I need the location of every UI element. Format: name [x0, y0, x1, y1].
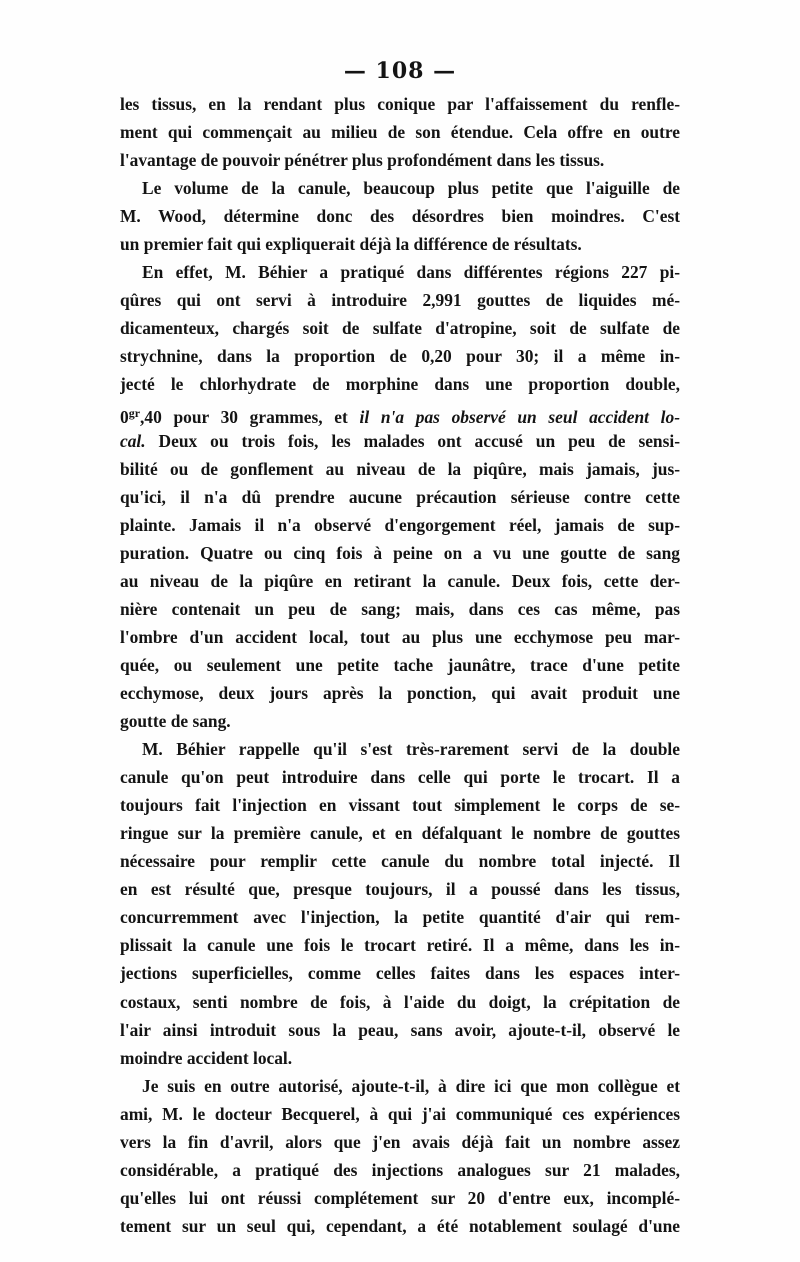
- line-text: qûres qui ont servi à introduire 2,991 gouttes de liquides mé-: [120, 290, 680, 311]
- text-line: [120, 1156, 680, 1184]
- line-text: les tissus, en la rendant plus conique par l'affaissement du renfle-: [120, 94, 680, 114]
- text-line: [120, 342, 680, 370]
- line-text: plainte. Jamais il n'a observé d'engorgement réel, jamais de sup-: [120, 514, 680, 535]
- text-line: [120, 707, 680, 735]
- line-text: l'avantage de pouvoir pénétrer plus profondément dans les tissus.: [120, 150, 605, 171]
- body-text: [120, 90, 680, 1240]
- line-text: Le volume de la canule, beaucoup plus petite que l'aiguille de: [142, 178, 680, 199]
- text-line: [120, 427, 680, 455]
- line-text: quée, ou seulement une petite tache jaunâtre, trace d'une petite: [120, 654, 680, 675]
- text-line: [120, 735, 680, 763]
- line-text: canule qu'on peut introduire dans celle qui porte le trocart. Il a: [120, 767, 680, 788]
- line-text: qu'elles lui ont réussi complétement sur 20 d'entre eux, incomplé-: [120, 1187, 680, 1208]
- line-text: M. Béhier rappelle qu'il s'est très-rarement servi de la double: [142, 739, 680, 760]
- line-text: Je suis en outre autorisé, ajoute-t-il, à dire ici que mon collègue et: [142, 1075, 680, 1096]
- line-text: nière contenait un peu de sang; mais, dans ces cas même, pas: [120, 598, 680, 619]
- unit-superscript: gr: [128, 405, 141, 420]
- line-text: l'ombre d'un accident local, tout au plus une ecchymose peu mar-: [120, 626, 680, 647]
- text-line: [120, 791, 680, 819]
- line-text: ami, M. le docteur Becquerel, à qui j'ai communiqué ces expériences: [120, 1103, 680, 1124]
- text-line: [120, 847, 680, 875]
- text-line: [120, 539, 680, 567]
- text-line: [120, 258, 680, 286]
- text-line: [120, 286, 680, 314]
- text-line: [120, 455, 680, 483]
- line-text: ringue sur la première canule, et en défalquant le nombre de gouttes: [120, 823, 680, 844]
- line-text: 0: [120, 406, 129, 427]
- text-line: [120, 370, 680, 398]
- line-text: jecté le chlorhydrate de morphine dans une proportion double,: [120, 374, 680, 395]
- line-text: plissait la canule une fois le trocart retiré. Il a même, dans les in-: [120, 935, 680, 956]
- text-line: [120, 903, 680, 931]
- line-text: l'air ainsi introduit sous la peau, sans avoir, ajoute-t-il, observé le: [120, 1019, 680, 1040]
- line-text: En effet, M. Béhier a pratiqué dans différentes régions 227 pi-: [142, 262, 680, 283]
- line-text: moindre accident local.: [120, 1047, 293, 1068]
- line-text: jections superficielles, comme celles faites dans les espaces inter-: [120, 963, 680, 984]
- text-line: [120, 399, 680, 427]
- text-line: [120, 314, 680, 342]
- line-text: un premier fait qui expliquerait déjà la différence de résultats.: [120, 234, 582, 255]
- italic-text: il n'a pas observé un seul accident lo-: [359, 406, 680, 427]
- line-text: en est résulté que, presque toujours, il a poussé dans les tissus,: [120, 879, 680, 900]
- text-line: [120, 931, 680, 959]
- text-line: [120, 875, 680, 903]
- text-line: [120, 1184, 680, 1212]
- line-text: vers la fin d'avril, alors que j'en avais déjà fait un nombre assez: [120, 1131, 680, 1152]
- line-text: tement sur un seul qui, cependant, a été notablement soulagé d'une: [120, 1215, 680, 1236]
- text-line: [120, 651, 680, 679]
- line-text: nécessaire pour remplir cette canule du nombre total injecté. Il: [120, 851, 680, 872]
- text-line: [120, 230, 680, 258]
- text-line: [120, 679, 680, 707]
- text-line: [120, 1100, 680, 1128]
- line-text: goutte de sang.: [120, 711, 231, 732]
- line-text: considérable, a pratiqué des injections analogues sur 21 malades,: [120, 1159, 680, 1180]
- text-line: [120, 595, 680, 623]
- line-text: ecchymose, deux jours après la ponction, qui avait produit une: [120, 682, 680, 703]
- page-number: — 108 —: [343, 58, 457, 84]
- paragraph: [120, 735, 680, 1072]
- text-line: [120, 511, 680, 539]
- text-line: [120, 1044, 680, 1072]
- paragraph: [120, 90, 680, 174]
- paragraph: [120, 258, 680, 735]
- text-line: [120, 763, 680, 791]
- text-line: [120, 202, 680, 230]
- text-line: [120, 1072, 680, 1100]
- text-line: [120, 483, 680, 511]
- line-text: concurremment avec l'injection, la petite quantité d'air qui rem-: [120, 907, 680, 928]
- line-text: au niveau de la piqûre en retirant la canule. Deux fois, cette der-: [120, 570, 680, 591]
- text-line: [120, 146, 680, 174]
- text-line: [120, 174, 680, 202]
- line-text: bilité ou de gonflement au niveau de la piqûre, mais jamais, jus-: [120, 458, 680, 479]
- line-text: strychnine, dans la proportion de 0,20 pour 30; il a même in-: [120, 346, 680, 367]
- line-text: dicamenteux, chargés soit de sulfate d'atropine, soit de sulfate de: [120, 318, 680, 339]
- line-text: puration. Quatre ou cinq fois à peine on a vu une goutte de sang: [120, 542, 680, 563]
- line-text: costaux, senti nombre de fois, à l'aide du doigt, la crépitation de: [120, 991, 680, 1012]
- text-line: [120, 819, 680, 847]
- line-text: Deux ou trois fois, les malades ont accusé un peu de sensi-: [145, 430, 680, 451]
- paragraph: [120, 174, 680, 258]
- line-text: ment qui commençait au milieu de son étendue. Cela offre en outre: [120, 122, 680, 143]
- text-line: [120, 1128, 680, 1156]
- text-line: [120, 959, 680, 987]
- paragraph: [120, 1072, 680, 1240]
- line-text: qu'ici, il n'a dû prendre aucune précaution sérieuse contre cette: [120, 486, 680, 507]
- italic-text: cal.: [120, 430, 146, 451]
- line-text: M. Wood, détermine donc des désordres bien moindres. C'est: [120, 206, 680, 227]
- text-line: [120, 567, 680, 595]
- text-line: [120, 988, 680, 1016]
- text-line: [120, 1212, 680, 1240]
- text-line: [120, 118, 680, 146]
- text-line: [120, 623, 680, 651]
- line-text: toujours fait l'injection en vissant tout simplement le corps de se-: [120, 795, 680, 816]
- line-text: ,40 pour 30 grammes, et: [140, 406, 360, 427]
- text-line: [120, 1016, 680, 1044]
- text-line: [120, 90, 680, 118]
